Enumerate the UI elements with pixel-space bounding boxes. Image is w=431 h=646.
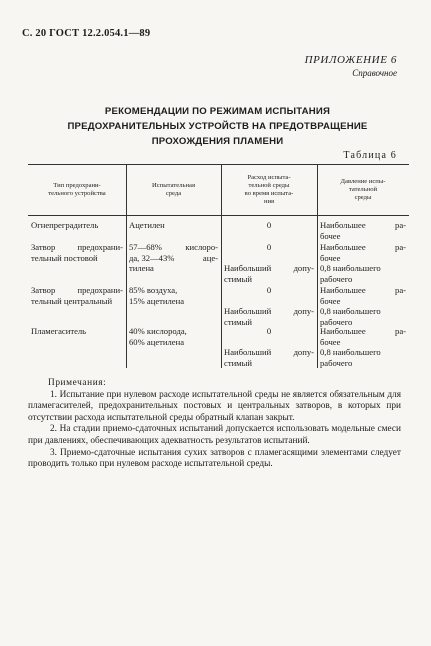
note-1: 1. Испытание при нулевом расходе испытательной среды не является обязательным для пламегасителей, предохранительных постовых и центральных затворов, в которых при отсутствии расхода испытательной среды обратный клапан закрыт. [28, 389, 401, 423]
cell-line [129, 253, 218, 264]
cell-medium [126, 326, 221, 347]
word: допу- [293, 347, 314, 357]
cell-line [320, 242, 406, 253]
page-header: С. 20 ГОСТ 12.2.054.1—89 [22, 28, 151, 39]
cell-flow [221, 326, 317, 368]
cell-line: Пламегаситель [31, 326, 87, 336]
header-line: Давление испы- [340, 178, 386, 185]
word: ра- [395, 285, 406, 295]
cell-line: Ацетилен [129, 220, 165, 230]
cell-line [129, 337, 218, 348]
cell-line: рабочего [320, 273, 353, 284]
cell-line [224, 347, 314, 358]
word: Наибольшее [320, 242, 366, 252]
word: 60% [129, 336, 145, 347]
column-divider [126, 165, 127, 215]
word: предохрани- [77, 242, 123, 252]
header-pressure [317, 165, 409, 215]
cell-line: стимый [224, 273, 252, 284]
title-line-1: РЕКОМЕНДАЦИИ ПО РЕЖИМАМ ИСПЫТАНИЯ [104, 106, 331, 117]
word: 57—68% [129, 242, 162, 252]
word: Затвор [31, 285, 56, 295]
header-line: во время испыта- [244, 190, 294, 197]
notes-section [28, 378, 401, 471]
title-line-3: ПРОХОЖДЕНИЯ ПЛАМЕНИ [151, 136, 284, 147]
cell-line: тельный постовой [31, 252, 98, 263]
word: да, 32—43% [129, 252, 175, 263]
cell-device [28, 285, 126, 306]
cell-pressure [317, 285, 409, 327]
cell-line [320, 285, 406, 296]
cell-spacer [224, 337, 314, 348]
cell-pressure [317, 220, 409, 241]
cell-line: стимый [224, 316, 252, 327]
cell-medium [126, 285, 221, 306]
word: воздуха, [146, 285, 178, 295]
word: Наибольшее [320, 326, 366, 336]
appendix-block [305, 54, 397, 78]
word: предохрани- [77, 285, 123, 295]
cell-flow [221, 220, 317, 231]
cell-line [31, 285, 123, 296]
note-2: 2. На стадии приемо-сдаточных испытаний допускается использовать модельные смеси при давлениях, обеспечивающих адекватность результатов испытаний. [28, 424, 401, 446]
cell-spacer [224, 296, 314, 307]
note-3: 3. Приемо-сдаточные испытания сухих затворов с пламегасящими элементами следует проводить только при нулевом расходе испытательной среды. [28, 447, 401, 470]
header-line: Расход испыта- [247, 174, 291, 181]
cell-line [224, 306, 314, 317]
cell-device [28, 242, 126, 263]
word: кислорода, [146, 326, 187, 336]
header-flow-rate [221, 165, 317, 215]
cell-line: бочее [320, 336, 341, 347]
title-line-2: ПРЕДОХРАНИТЕЛЬНЫХ УСТРОЙСТВ НА ПРЕДОТВРАЩЕНИЕ [67, 121, 368, 132]
cell-line: бочее [320, 252, 341, 263]
cell-line [129, 285, 218, 296]
word: ра- [395, 220, 406, 230]
column-divider [221, 165, 222, 215]
word: Наибольший [224, 306, 272, 316]
cell-line [129, 296, 218, 307]
cell-medium [126, 220, 221, 231]
word: ра- [395, 326, 406, 336]
word: 40% [129, 326, 145, 336]
header-device-type [28, 165, 126, 215]
header-line: тельного устройства [48, 190, 106, 197]
cell-line: 0 [266, 285, 272, 295]
cell-flow [221, 242, 317, 284]
word: ра- [395, 242, 406, 252]
cell-line: рабочего [320, 316, 353, 327]
cell-medium [126, 242, 221, 274]
cell-line: тельный центральный [31, 295, 113, 306]
header-line: Тип предохрани- [53, 182, 101, 189]
word: Затвор [31, 242, 56, 252]
word: Наибольшее [320, 220, 366, 230]
table-label: Таблица 6 [343, 150, 397, 161]
word: ацетилена [146, 295, 185, 306]
header-line: среды [354, 194, 372, 201]
word: допу- [293, 263, 314, 273]
cell-line: бочее [320, 230, 341, 241]
cell-line: 0,8 наибольшего [320, 306, 381, 316]
header-line: Испытательная [152, 182, 195, 189]
word: кислоро- [185, 242, 218, 252]
cell-line [31, 242, 123, 253]
cell-line: бочее [320, 295, 341, 306]
appendix-title: ПРИЛОЖЕНИЕ 6 [304, 54, 397, 66]
header-line: тательной [348, 186, 378, 193]
cell-device [28, 326, 126, 337]
header-line: ния [263, 198, 275, 205]
cell-flow [221, 285, 317, 327]
header-test-medium [126, 165, 221, 215]
cell-line [320, 326, 406, 337]
cell-device [28, 220, 126, 231]
word: Наибольший [224, 263, 272, 273]
cell-line: 0 [266, 242, 272, 252]
cell-pressure [317, 242, 409, 284]
cell-line: рабочего [320, 357, 353, 368]
cell-line [224, 263, 314, 274]
cell-line: 0 [266, 326, 272, 336]
cell-spacer [224, 253, 314, 264]
table-header [28, 164, 409, 216]
header-line: тельной среды [248, 182, 290, 189]
notes-title: Примечания: [48, 378, 107, 388]
word: Наибольшее [320, 285, 366, 295]
cell-line [320, 220, 406, 231]
table-body [28, 216, 409, 368]
cell-pressure [317, 326, 409, 368]
document-title [40, 104, 395, 149]
word: ацетилена [146, 336, 185, 347]
modes-table [28, 164, 409, 368]
cell-line [129, 242, 218, 253]
cell-line: 0,8 наибольшего [320, 347, 381, 357]
column-divider [317, 165, 318, 215]
cell-line [129, 326, 218, 337]
word: аце- [202, 252, 218, 263]
cell-line: Огнепреградитель [31, 220, 99, 230]
appendix-subtitle: Справочное [352, 68, 397, 78]
word: допу- [293, 306, 314, 316]
word: Наибольший [224, 347, 272, 357]
cell-line: тилена [129, 263, 154, 273]
word: 15% [129, 295, 145, 306]
word: 85% [129, 285, 145, 295]
cell-line: стимый [224, 357, 252, 368]
cell-line: 0,8 наибольшего [320, 263, 381, 273]
cell-line: 0 [266, 220, 272, 230]
header-line: среда [165, 190, 182, 197]
